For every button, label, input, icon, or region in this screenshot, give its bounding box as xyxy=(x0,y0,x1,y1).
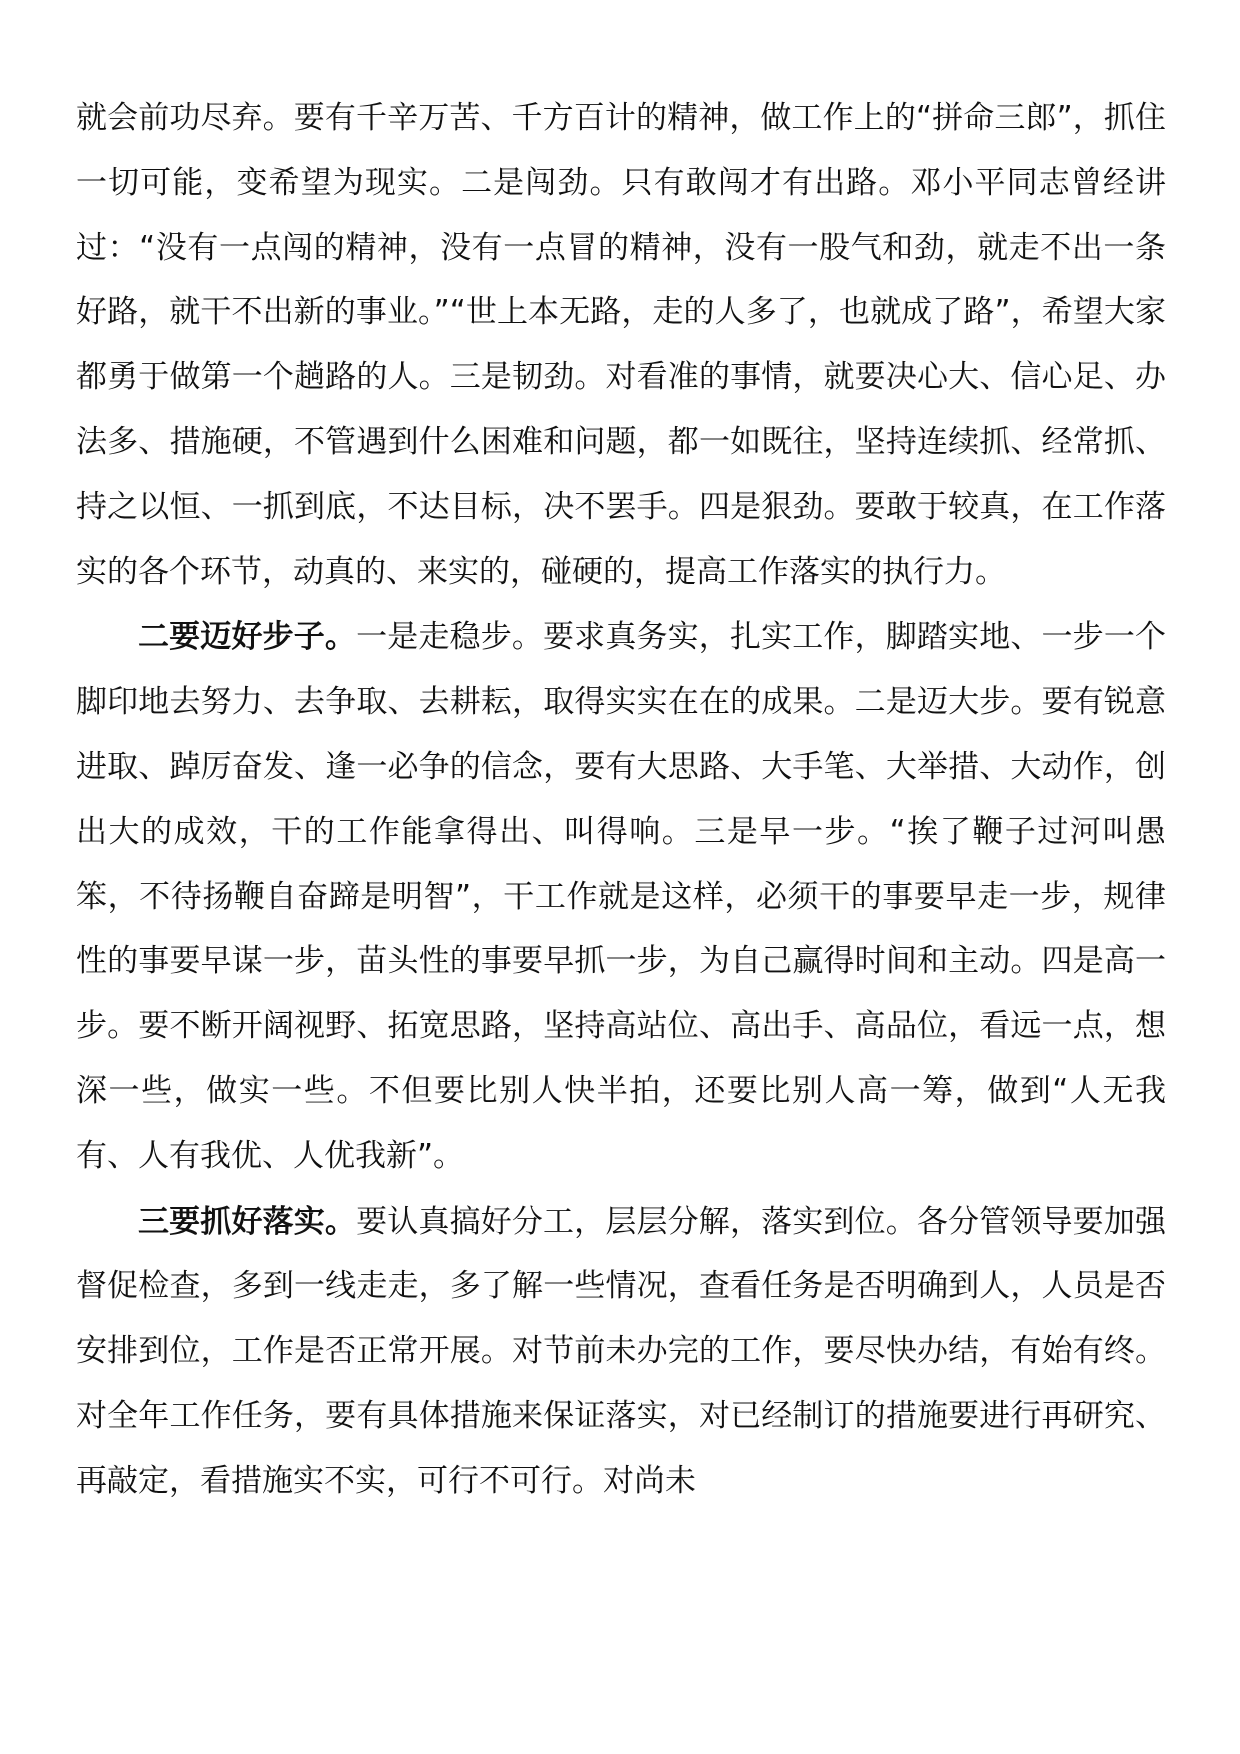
paragraph-body: 一是走稳步。要求真务实，扎实工作，脚踏实地、一步一个脚印地去努力、去争取、去耕耘，取得实实在在的成果。二是迈大步。要有锐意进取、踔厉奋发、逢一必争的信念，要有大思路、大手笔、大举措、大动作，创出大的成效，干的工作能拿得出、叫得响。三是早一步。“挨了鞭子过河叫愚笨，不待扬鞭自奋蹄是明智”，干工作就是这样，必须干的事要早走一步，规律性的事要早谋一步，苗头性的事要早抓一步，为自己赢得时间和主动。四是高一步。要不断开阔视野、拓宽思路，坚持高站位、高出手、高品位，看远一点，想深一些，做实一些。不但要比别人快半拍，还要比别人高一筹，做到“人无我有、人有我优、人优我新”。 xyxy=(76,619,1166,1174)
paragraph-2 xyxy=(76,605,1166,1188)
paragraph-3 xyxy=(76,1190,1166,1514)
paragraph-heading: 二要迈好步子。 xyxy=(138,619,357,656)
document-page xyxy=(76,86,1166,1514)
paragraph-1 xyxy=(76,86,1166,604)
paragraph-body: 要认真搞好分工，层层分解，落实到位。各分管领导要加强督促检查，多到一线走走，多了解一些情况，查看任务是否明确到人，人员是否安排到位，工作是否正常开展。对节前未办完的工作，要尽快办结，有始有终。对全年工作任务，要有具体措施来保证落实，对已经制订的措施要进行再研究、再敲定，看措施实不实，可行不可行。对尚未 xyxy=(76,1203,1166,1499)
paragraph-heading: 三要抓好落实。 xyxy=(138,1203,357,1240)
paragraph-body: 就会前功尽弃。要有千辛万苦、千方百计的精神，做工作上的“拼命三郎”，抓住一切可能，变希望为现实。二是闯劲。只有敢闯才有出路。邓小平同志曾经讲过：“没有一点闯的精神，没有一点冒的精神，没有一股气和劲，就走不出一条好路，就干不出新的事业。”“世上本无路，走的人多了，也就成了路”，希望大家都勇于做第一个趟路的人。三是韧劲。对看准的事情，就要决心大、信心足、办法多、措施硬，不管遇到什么困难和问题，都一如既往，坚持连续抓、经常抓、持之以恒、一抓到底，不达目标，决不罢手。四是狠劲。要敢于较真，在工作落实的各个环节，动真的、来实的，碰硬的，提高工作落实的执行力。 xyxy=(76,100,1166,590)
